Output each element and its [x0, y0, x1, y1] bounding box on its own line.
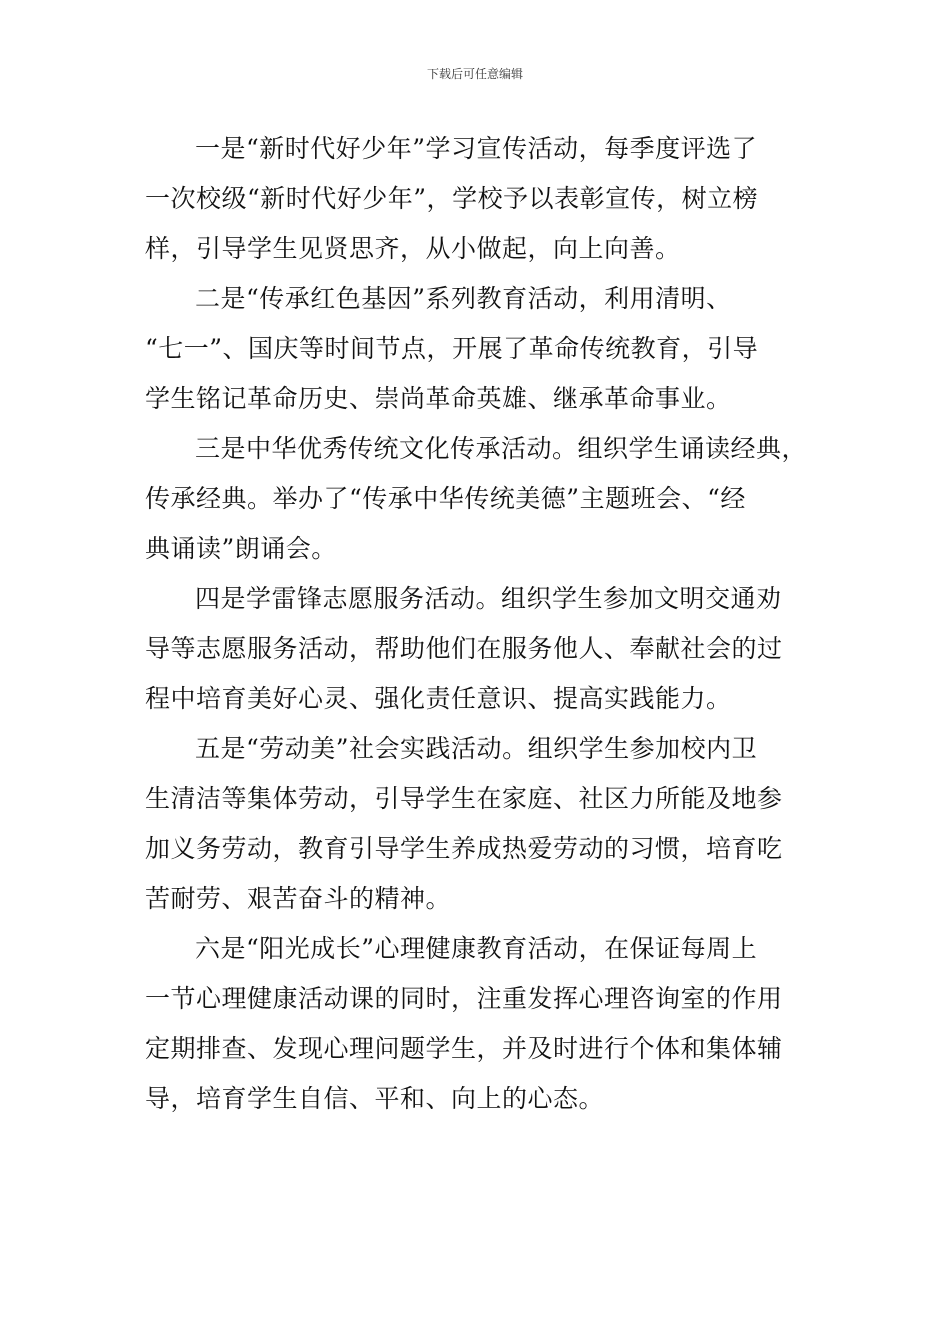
- text-line: 传承经典。举办了“传承中华传统美德”主题班会、“经: [145, 484, 746, 513]
- text-line: 四是学雷锋志愿服务活动。组织学生参加文明交通劝: [195, 584, 782, 613]
- paragraph-2: [145, 274, 813, 424]
- text-line: 生清洁等集体劳动，引导学生在家庭、社区力所能及地参: [145, 784, 783, 813]
- text-line: 加义务劳动，教育引导学生养成热爱劳动的习惯，培育吃: [145, 834, 783, 863]
- paragraph-3: [145, 424, 813, 574]
- text-line: 学生铭记革命历史、崇尚革命英雄、继承革命事业。: [145, 384, 732, 413]
- text-line: 一节心理健康活动课的同时，注重发挥心理咨询室的作用: [145, 984, 783, 1013]
- paragraph-1: [145, 124, 813, 274]
- text-line: 一次校级“新时代好少年”，学校予以表彰宣传，树立榜: [145, 184, 759, 213]
- paragraph-6: [145, 924, 813, 1124]
- paragraph-4: [145, 574, 813, 724]
- document-body: [145, 124, 813, 1124]
- page-header: 下载后可任意编辑: [426, 67, 523, 81]
- text-line: 苦耐劳、艰苦奋斗的精神。: [145, 884, 452, 913]
- text-line: 样，引导学生见贤思齐，从小做起，向上向善。: [145, 234, 681, 263]
- text-line: 三是中华优秀传统文化传承活动。组织学生诵读经典，: [195, 434, 808, 463]
- text-line: 二是“传承红色基因”系列教育活动，利用清明、: [195, 284, 732, 313]
- text-line: 典诵读”朗诵会。: [145, 534, 337, 563]
- text-line: 五是“劳动美”社会实践活动。组织学生参加校内卫: [195, 734, 758, 763]
- text-line: 导，培育学生自信、平和、向上的心态。: [145, 1084, 605, 1113]
- text-line: 程中培育美好心灵、强化责任意识、提高实践能力。: [145, 684, 732, 713]
- text-line: 六是“阳光成长”心理健康教育活动，在保证每周上: [195, 934, 758, 963]
- text-line: 导等志愿服务活动，帮助他们在服务他人、奉献社会的过: [145, 634, 783, 663]
- paragraph-5: [145, 724, 813, 924]
- text-line: 一是“新时代好少年”学习宣传活动，每季度评选了: [195, 134, 758, 163]
- text-line: 定期排查、发现心理问题学生，并及时进行个体和集体辅: [145, 1034, 783, 1063]
- text-line: “七一”、国庆等时间节点，开展了革命传统教育，引导: [145, 334, 759, 363]
